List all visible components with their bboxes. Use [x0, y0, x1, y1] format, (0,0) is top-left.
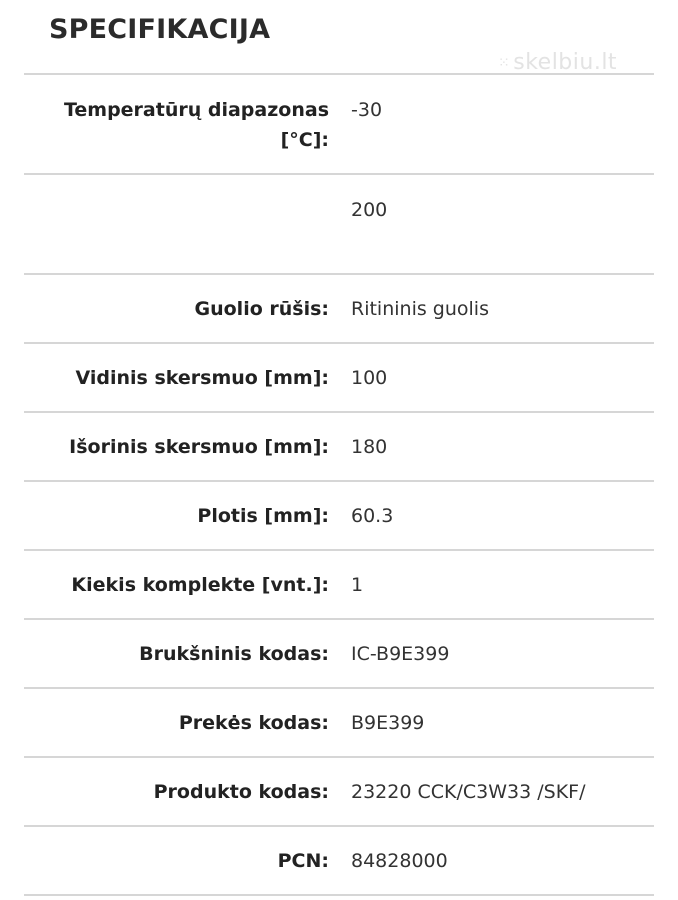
spec-label: Prekės kodas: [178, 712, 329, 734]
watermark [498, 50, 617, 75]
spec-value: 200 [351, 199, 388, 221]
spec-value: 180 [351, 436, 388, 458]
spec-row-inner-diameter [24, 344, 654, 413]
spec-value: B9E399 [351, 712, 425, 734]
spec-row-width [24, 482, 654, 551]
spec-value: Ritininis guolis [351, 298, 489, 320]
spec-value: 100 [351, 367, 388, 389]
spec-label: PCN: [277, 850, 329, 872]
watermark-text: skelbiu.lt [513, 50, 618, 75]
spec-row-barcode [24, 620, 654, 689]
spec-value: 60.3 [351, 505, 394, 527]
spec-row-item-code [24, 689, 654, 758]
spec-row-outer-diameter [24, 413, 654, 482]
dots-grid-icon: ⁙ [498, 55, 511, 71]
spec-row-bearing-type [24, 275, 654, 344]
spec-row-pcn [24, 827, 654, 896]
spec-label: Plotis [mm]: [197, 505, 329, 527]
spec-value: 1 [351, 574, 364, 596]
spec-label: Kiekis komplekte [vnt.]: [71, 574, 329, 596]
spec-label: Išorinis skersmuo [mm]: [69, 436, 329, 458]
spec-label: Temperatūrų diapazonas [°C]: [63, 99, 329, 151]
spec-label: Produkto kodas: [153, 781, 329, 803]
specification-table [24, 73, 654, 896]
spec-value: 23220 CCK/C3W33 /SKF/ [351, 781, 586, 803]
spec-row-quantity [24, 551, 654, 620]
spec-label: Guolio rūšis: [194, 298, 329, 320]
spec-row-temperature-max [24, 175, 654, 275]
spec-row-temperature [24, 75, 654, 175]
spec-value: IC-B9E399 [351, 643, 450, 665]
spec-value: -30 [351, 99, 383, 121]
spec-row-product-code [24, 758, 654, 827]
spec-label: Brukšninis kodas: [139, 643, 329, 665]
spec-value: 84828000 [351, 850, 448, 872]
spec-label: Vidinis skersmuo [mm]: [75, 367, 329, 389]
page-title: SPECIFIKACIJA [49, 14, 271, 45]
